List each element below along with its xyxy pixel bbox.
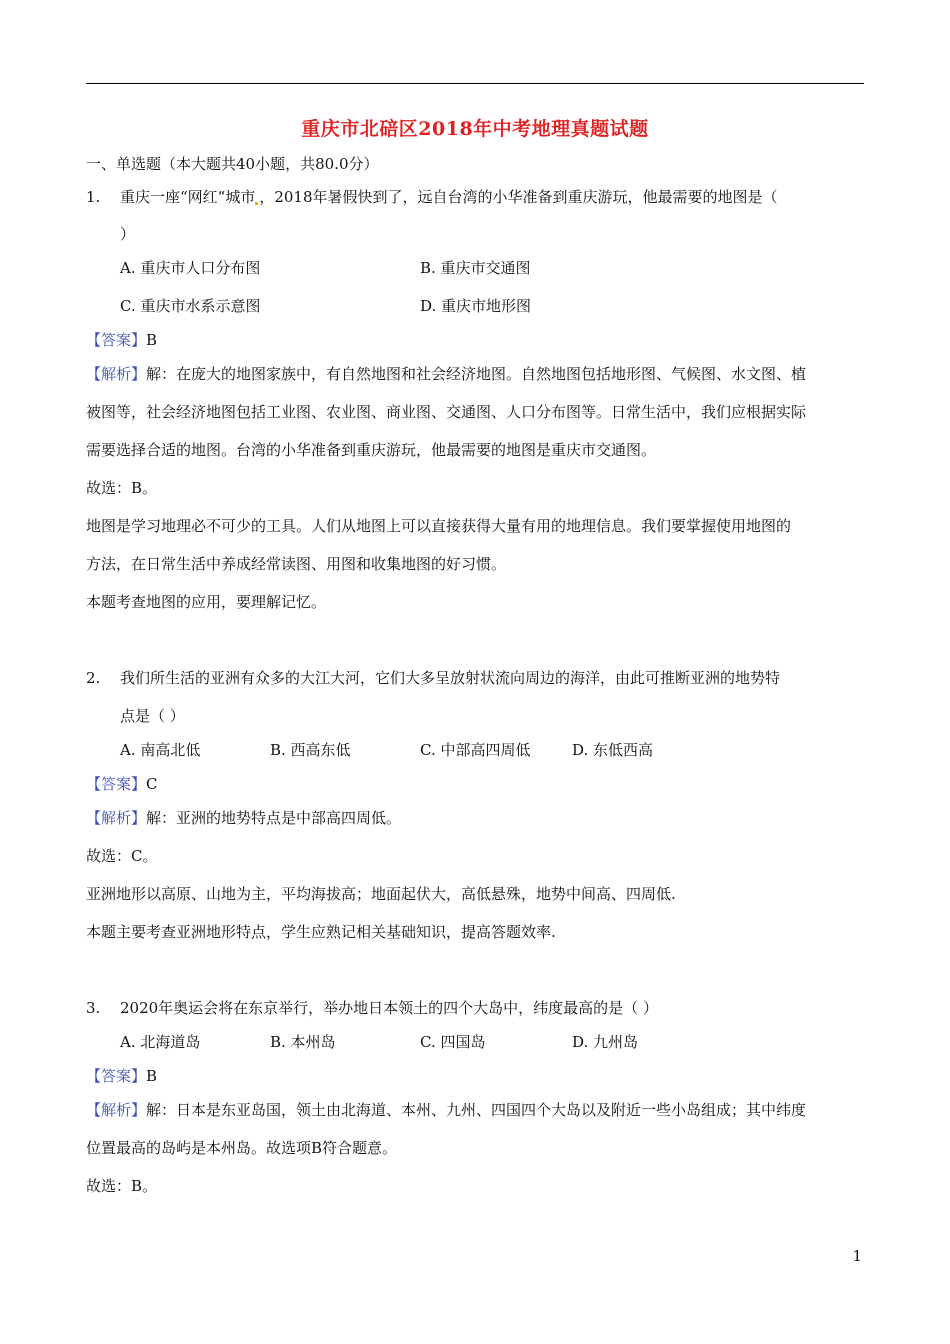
q3-stem: 2020年奥运会将在东京举行，举办地日本领土的四个大岛中，纬度最高的是（ ） [120, 999, 658, 1017]
q1-option-d: D. 重庆市地形图 [420, 297, 532, 315]
q1-analysis-line: 【解析】解：在庞大的地图家族中，有自然地图和社会经济地图。自然地图包括地形图、气候图、水文图、植 [86, 365, 807, 383]
header-rule [86, 83, 864, 84]
q3-number: 3. [86, 999, 101, 1017]
q2-analysis-line: 【解析】解：亚洲的地势特点是中部高四周低。 [86, 809, 402, 827]
q2-answer: 【答案】C [86, 775, 158, 793]
q1-option-c: C. 重庆市水系示意图 [120, 297, 261, 315]
q2-stem: 我们所生活的亚洲有众多的大江大河，它们大多呈放射状流向周边的海洋，由此可推断亚洲的地势特 [120, 669, 781, 687]
q2-choice: 故选：C。 [86, 847, 158, 865]
edit-mark [255, 202, 258, 205]
q1-option-b: B. 重庆市交通图 [420, 259, 531, 277]
q3-option-c: C. 四国岛 [420, 1033, 486, 1051]
q2-option-b: B. 西高东低 [270, 741, 351, 759]
q1-note: 方法，在日常生活中养成经常读图、用图和收集地图的好习惯。 [86, 555, 507, 573]
q3-option-a: A. 北海道岛 [120, 1033, 201, 1051]
page-title: 重庆市北碚区2018年中考地理真题试题 [301, 118, 649, 140]
q1-number: 1. [86, 188, 101, 206]
q2-option-a: A. 南高北低 [120, 741, 201, 759]
q1-option-a: A. 重庆市人口分布图 [120, 259, 261, 277]
q2-note: 亚洲地形以高原、山地为主，平均海拔高；地面起伏大，高低悬殊，地势中间高、四周低. [86, 885, 676, 903]
q1-analysis-line: 需要选择合适的地图。台湾的小华准备到重庆游玩，他最需要的地图是重庆市交通图。 [86, 441, 657, 459]
q1-analysis-line: 被图等，社会经济地图包括工业图、农业图、商业图、交通图、人口分布图等。日常生活中，我们应根据实际 [86, 403, 807, 421]
q1-choice: 故选：B。 [86, 479, 158, 497]
q3-analysis-line: 位置最高的岛屿是本州岛。故选项B符合题意。 [86, 1139, 398, 1157]
q1-stem: 重庆一座“网红“城市 ，2018年暑假快到了，远自台湾的小华准备到重庆游玩，他最需要的地图是（ [120, 188, 778, 206]
q3-answer: 【答案】B [86, 1067, 158, 1085]
q1-answer: 【答案】B [86, 331, 158, 349]
q1-note: 本题考查地图的应用，要理解记忆。 [86, 593, 327, 611]
q2-note: 本题主要考查亚洲地形特点，学生应熟记相关基础知识，提高答题效率. [86, 923, 556, 941]
q1-note: 地图是学习地理必不可少的工具。人们从地图上可以直接获得大量有用的地理信息。我们要掌握使用地图的 [86, 517, 792, 535]
q3-analysis-line: 【解析】解：日本是东亚岛国，领土由北海道、本州、九州、四国四个大岛以及附近一些小岛组成；其中纬度 [86, 1101, 807, 1119]
q2-number: 2. [86, 669, 101, 687]
q3-choice: 故选：B。 [86, 1177, 158, 1195]
section-heading: 一、单选题（本大题共40小题，共80.0分） [86, 155, 379, 173]
q2-option-c: C. 中部高四周低 [420, 741, 531, 759]
q2-option-d: D. 东低西高 [572, 741, 654, 759]
page-number: 1 [852, 1247, 862, 1265]
q1-stem-end: ） [120, 225, 136, 243]
q3-option-b: B. 本州岛 [270, 1033, 336, 1051]
q2-stem-end: 点是（ ） [120, 707, 185, 725]
q3-option-d: D. 九州岛 [572, 1033, 639, 1051]
